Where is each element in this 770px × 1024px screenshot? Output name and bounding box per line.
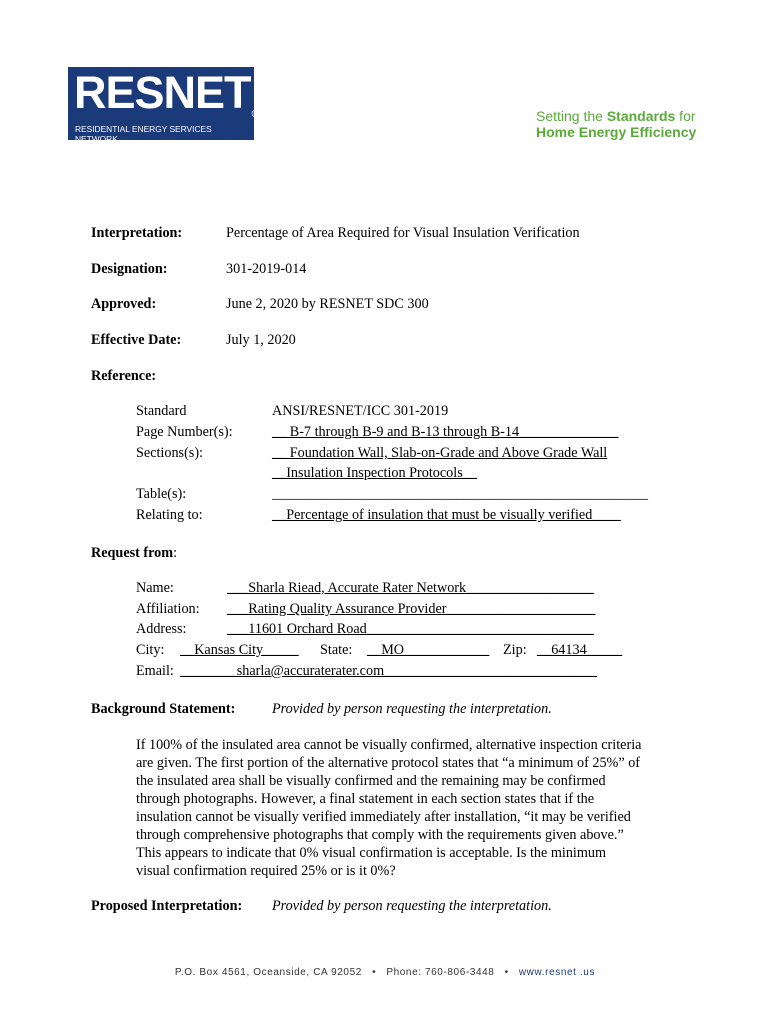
footer-address: P.O. Box 4561, Oceanside, CA 92052 (174, 967, 362, 978)
paragraph-line: insulation cannot be visually verified immediately after installation, “it may be verified (136, 809, 631, 825)
logo-subtitle: RESIDENTIAL ENERGY SERVICES NETWORK (75, 124, 212, 144)
footer-website-link[interactable]: www.resnet .us (518, 967, 596, 978)
approved-label: Approved: (91, 296, 157, 312)
city-label: City: (136, 642, 165, 658)
effective-date-label: Effective Date: (91, 332, 182, 348)
sections-value-line1: __ Foundation Wall, Slab-on-Grade and Above Grade Wall (272, 445, 608, 461)
proposed-interpretation-label: Proposed Interpretation: (91, 898, 243, 914)
sections-value-line2: __Insulation Inspection Protocols__ (272, 465, 477, 481)
affiliation-value: ___Rating Quality Assurance Provider_____________________ (227, 601, 596, 617)
zip-label: Zip: (503, 642, 527, 658)
page-numbers-value: __ B-7 through B-9 and B-13 through B-14______________ (272, 424, 619, 440)
tables-value: _____________________________________________________ (272, 486, 648, 502)
paragraph-line: through comprehensive photographs that comply with the requirements given above.” (136, 827, 624, 843)
tables-label: Table(s): (136, 486, 187, 502)
city-value: __Kansas City_____ (180, 642, 299, 658)
zip-value: __64134_____ (537, 642, 623, 658)
designation-value: 301-2019-014 (226, 261, 307, 277)
name-value: ___Sharla Riead, Accurate Rater Network__________________ (227, 580, 594, 596)
page-numbers-label: Page Number(s): (136, 424, 233, 440)
name-label: Name: (136, 580, 174, 596)
tagline: Setting the Standards for Home Energy Efficiency (536, 108, 697, 140)
footer-bullet: • (504, 967, 509, 978)
logo-registered-mark: ® (251, 109, 258, 120)
state-label: State: (320, 642, 353, 658)
paragraph-line: visual confirmation required 25% or is it 0%? (136, 863, 396, 879)
address-label: Address: (136, 621, 187, 637)
logo-wordmark: RESNET (74, 67, 251, 118)
interpretation-value: Percentage of Area Required for Visual Insulation Verification (226, 225, 580, 241)
footer-bullet: • (372, 967, 377, 978)
affiliation-label: Affiliation: (136, 601, 200, 617)
standard-label: Standard (136, 403, 187, 419)
sections-label: Sections(s): (136, 445, 203, 461)
background-paragraph (136, 736, 682, 880)
paragraph-line: through photographs. However, a final statement in each section states that if the (136, 791, 595, 807)
designation-label: Designation: (91, 261, 168, 277)
effective-date-value: July 1, 2020 (226, 332, 296, 348)
background-statement-label: Background Statement: (91, 701, 236, 717)
address-value: ___11601 Orchard Road________________________________ (227, 621, 594, 637)
standard-value: ANSI/RESNET/ICC 301-2019 (272, 403, 449, 419)
footer-phone: Phone: 760-806-3448 (386, 967, 495, 978)
proposed-interpretation-note: Provided by person requesting the interpretation. (272, 898, 552, 914)
reference-label: Reference: (91, 368, 157, 384)
approved-value: June 2, 2020 by RESNET SDC 300 (226, 296, 429, 312)
paragraph-line: If 100% of the insulated area cannot be visually confirmed, alternative inspection criteria (136, 737, 642, 753)
paragraph-line: are given. The first portion of the alternative protocol states that “a minimum of 25%” of (136, 755, 641, 771)
relating-to-value: __Percentage of insulation that must be visually verified____ (272, 507, 621, 523)
state-value: __MO____________ (367, 642, 490, 658)
email-value: ________sharla@accuraterater.com______________________________ (180, 663, 597, 679)
resnet-logo (68, 67, 258, 144)
background-statement-note: Provided by person requesting the interpretation. (272, 701, 552, 717)
paragraph-line: the insulated area shall be visually confirmed and the remaining may be confirmed (136, 773, 606, 789)
interpretation-label: Interpretation: (91, 225, 183, 241)
page-footer (0, 967, 770, 978)
relating-to-label: Relating to: (136, 507, 203, 523)
paragraph-line: This appears to indicate that 0% visual confirmation is acceptable. Is the minimum (136, 845, 607, 861)
email-label: Email: (136, 663, 174, 679)
request-from-heading: Request from: (91, 545, 178, 561)
